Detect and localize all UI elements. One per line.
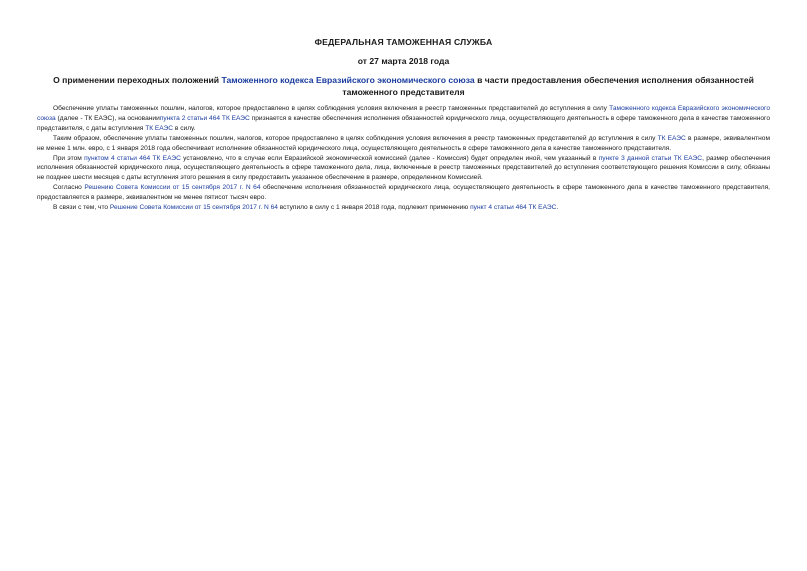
title-text: в части предоставления обеспечения исполнения обязанностей таможенного представителя (342, 75, 754, 97)
paragraph-text: В связи с тем, что (53, 204, 110, 212)
paragraph-text: обеспечение исполнения обязанностей юридического лица, осуществляющего деятельность в сфере таможенного дела в качестве таможенного представителя, предоставляется в размере, эквивалентном не менее пятисот тысяч евро. (37, 184, 770, 202)
paragraph-text: Обеспечение уплаты таможенных пошлин, налогов, которое предоставлено в целях соблюдения условия включения в реестр таможенных представителей до вступления в силу (53, 105, 610, 112)
issuing-organization: ФЕДЕРАЛЬНАЯ ТАМОЖЕННАЯ СЛУЖБА (314, 37, 493, 47)
paragraph-text: Согласно (53, 184, 85, 192)
paragraph-text: в силу. (173, 124, 196, 132)
link-tk-eaeu[interactable]: Таможенного кодекса Евразийского экономического союза (37, 105, 770, 122)
paragraph-3 (37, 154, 770, 184)
paragraph-2 (37, 134, 770, 154)
paragraph-text: признается в качестве обеспечения исполнения обязанностей юридического лица, осуществляющего деятельность в сфере таможенного дела в качестве таможенного представителя, с даты вступления (37, 114, 770, 132)
link-council-decision-64[interactable]: Решению Совета Комиссии от 15 сентября 2017 г. N 64 (84, 184, 261, 192)
paragraph-text: в размере, эквивалентном не менее 1 млн. евро, с 1 января 2018 года обеспечивает исполнение обязанностей юридического лица, осуществляющего деятельность в сфере таможенного дела в качестве таможенного представителя. (37, 134, 770, 152)
paragraph-text: Таким образом, обеспечение уплаты таможенных пошлин, налогов, которое предоставлено в целях соблюдения условия включения в реестр таможенных представителей до вступления в силу (53, 134, 658, 142)
link-article-464-point-4[interactable]: пунктом 4 статьи 464 ТК ЕАЭС (84, 154, 181, 162)
paragraph-text: (далее - ТК ЕАЭС), на основании (55, 114, 160, 122)
paragraph-1 (37, 104, 770, 134)
link-tk-eaeu-short[interactable]: ТК ЕАЭС (657, 134, 686, 142)
paragraph-4 (37, 183, 770, 203)
link-tk-eaeu-short[interactable]: ТК ЕАЭС (145, 124, 174, 132)
title-text: О применении переходных положений (53, 75, 222, 85)
document-date: от 27 марта 2018 года (357, 56, 450, 66)
paragraph-text: установлено, что в случае если Евразийской экономической комиссией (далее - Комиссия) будет определен иной, чем указанный в (180, 154, 599, 162)
paragraph-text: При этом (53, 154, 85, 162)
title-link-tk-eaeu[interactable]: Таможенного кодекса Евразийского экономического союза (221, 75, 475, 85)
link-article-464-point-3[interactable]: пункте 3 данной статьи ТК ЕАЭС (598, 154, 703, 162)
paragraph-5 (37, 203, 770, 213)
paragraph-text: , размер обеспечения исполнения обязанностей юридического лица, осуществляющего деятельность в сфере таможенного дела, лица, включенные в реестр таможенных представителей до вступления соответствующего решения Комиссии в силу, обязаны не позднее шести месяцев с даты вступления этого решения в силу предоставить указанное обеспечение в размере, определенном Комиссией. (37, 154, 771, 182)
link-article-464-point-2[interactable]: пункта 2 статьи 464 ТК ЕАЭС (159, 114, 250, 122)
link-council-decision-64[interactable]: Решение Совета Комиссии от 15 сентября 2017 г. N 64 (109, 204, 278, 212)
document-title (37, 74, 770, 98)
paragraph-text: вступило в силу с 1 января 2018 года, подлежит применению (277, 204, 471, 212)
paragraph-text: . (556, 204, 559, 212)
link-article-464-point-4[interactable]: пункт 4 статьи 464 ТК ЕАЭС (470, 204, 557, 212)
document-body (37, 104, 770, 213)
